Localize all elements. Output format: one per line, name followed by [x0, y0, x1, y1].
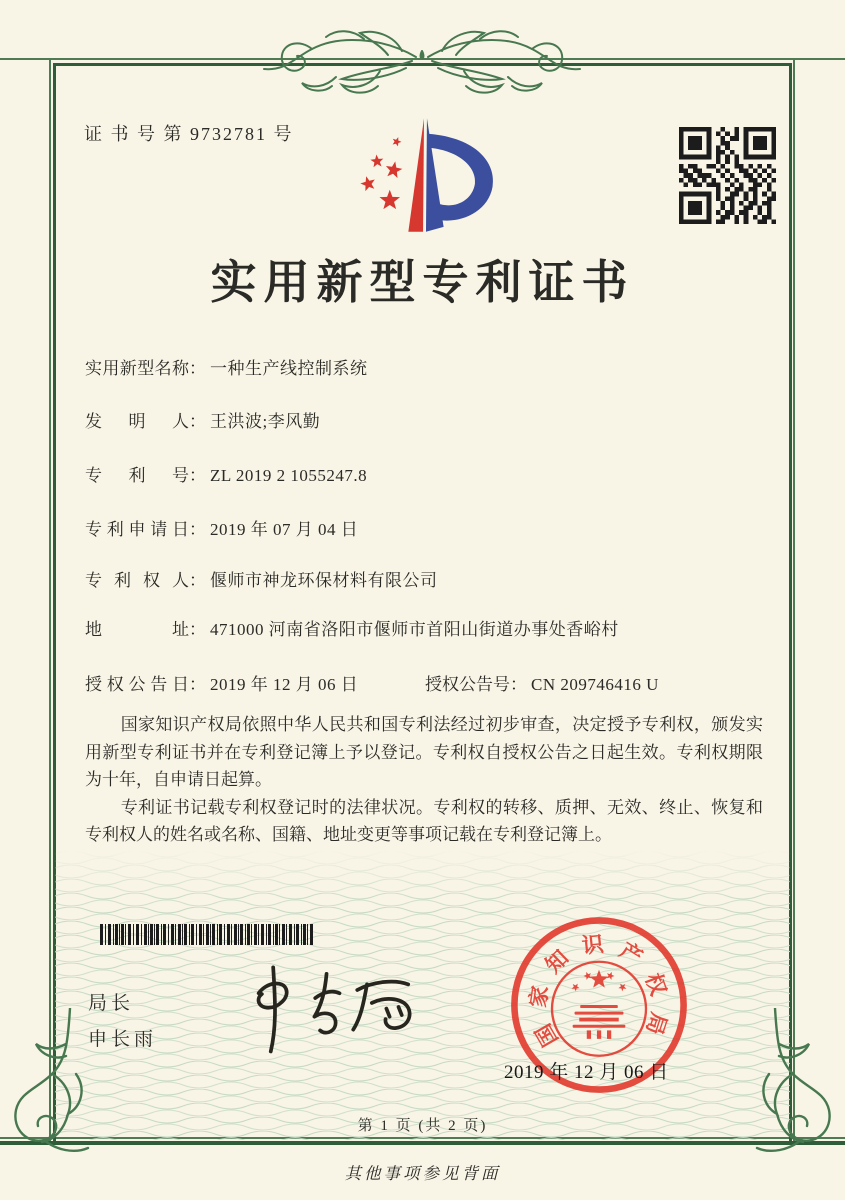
field-colon: ：: [189, 520, 206, 539]
grant-publication-group: [425, 673, 659, 697]
certificate-title: 实用新型专利证书: [210, 257, 635, 308]
field-value: 一种生产线控制系统: [210, 359, 368, 378]
legal-paragraph: 专利证书记载专利权登记时的法律状况。专利权的转移、质押、无效、终止、恢复和专利权人的姓名或名称、国籍、地址变更等事项记载在专利登记簿上。: [85, 797, 763, 845]
field-label: 专利权人: [85, 571, 189, 590]
field-row: [85, 569, 438, 593]
field-row: [85, 618, 619, 642]
svg-text:产: 产: [615, 938, 647, 970]
commissioner-title: 局长: [88, 993, 135, 1014]
frame-right-outer-line: [793, 58, 795, 1141]
frame-left-outer-line: [49, 58, 51, 1141]
field-colon: ：: [510, 675, 527, 694]
field-value: 471000 河南省洛阳市偃师市首阳山街道办事处香峪村: [210, 620, 619, 639]
field-label: 授权公告日: [85, 675, 189, 694]
field-colon: ：: [189, 412, 206, 431]
field-label: 授权公告号: [425, 675, 510, 694]
legal-paragraph: 国家知识产权局依照中华人民共和国专利法经过初步审查，决定授予专利权，颁发实用新型专利证书并在专利登记簿上予以登记。专利权自授权公告之日起生效。专利权期限为十年，自申请日起算。: [85, 715, 763, 790]
field-label: 实用新型名称: [85, 359, 189, 378]
svg-text:局: 局: [641, 1009, 671, 1038]
field-colon: ：: [189, 675, 206, 694]
bottom-left-flourish-icon: [6, 1008, 98, 1160]
seal-date: 2019 年 12 月 06 日: [504, 1062, 669, 1083]
field-colon: ：: [189, 359, 206, 378]
field-label: 发明人: [85, 412, 189, 431]
field-row: [85, 410, 320, 434]
field-row: [85, 518, 358, 542]
frame-bottom-inner-line: [0, 1141, 845, 1145]
field-value: 偃师市神龙环保材料有限公司: [210, 571, 438, 590]
svg-text:权: 权: [640, 970, 671, 999]
field-colon: ：: [189, 571, 206, 590]
field-colon: ：: [189, 466, 206, 485]
svg-text:识: 识: [580, 932, 605, 959]
top-flourish-ornament-icon: [252, 18, 592, 100]
field-row: [85, 464, 367, 488]
svg-text:国: 国: [531, 1019, 563, 1051]
svg-text:家: 家: [526, 984, 553, 1009]
field-label: 专利号: [85, 466, 189, 485]
field-value: CN 209746416 U: [531, 675, 659, 694]
field-value: 王洪波;李风勤: [210, 412, 321, 431]
barcode: [100, 924, 320, 945]
bottom-right-flourish-icon: [747, 1008, 839, 1160]
certificate-number: 证 书 号 第 9732781 号: [84, 124, 294, 144]
field-value: 2019 年 07 月 04 日: [210, 520, 359, 539]
cnipa-logo-icon: [332, 112, 518, 240]
field-value: 2019 年 12 月 06 日: [210, 675, 359, 694]
field-value: ZL 2019 2 1055247.8: [210, 466, 368, 485]
back-side-note: 其他事项参见背面: [344, 1164, 501, 1183]
field-label: 地址: [85, 620, 189, 639]
page-number: 第 1 页 (共 2 页): [357, 1118, 488, 1134]
commissioner-name: 申长雨: [88, 1029, 158, 1050]
legal-text-block: [85, 711, 763, 849]
qr-code: [679, 127, 776, 224]
svg-text:知: 知: [541, 945, 574, 978]
field-row: [85, 357, 368, 381]
handwritten-signature-icon: [236, 960, 426, 1058]
field-label: 专利申请日: [85, 520, 189, 539]
field-row: [85, 673, 659, 697]
tiananmen-gate-icon: [573, 1005, 626, 1039]
field-colon: ：: [189, 620, 206, 639]
